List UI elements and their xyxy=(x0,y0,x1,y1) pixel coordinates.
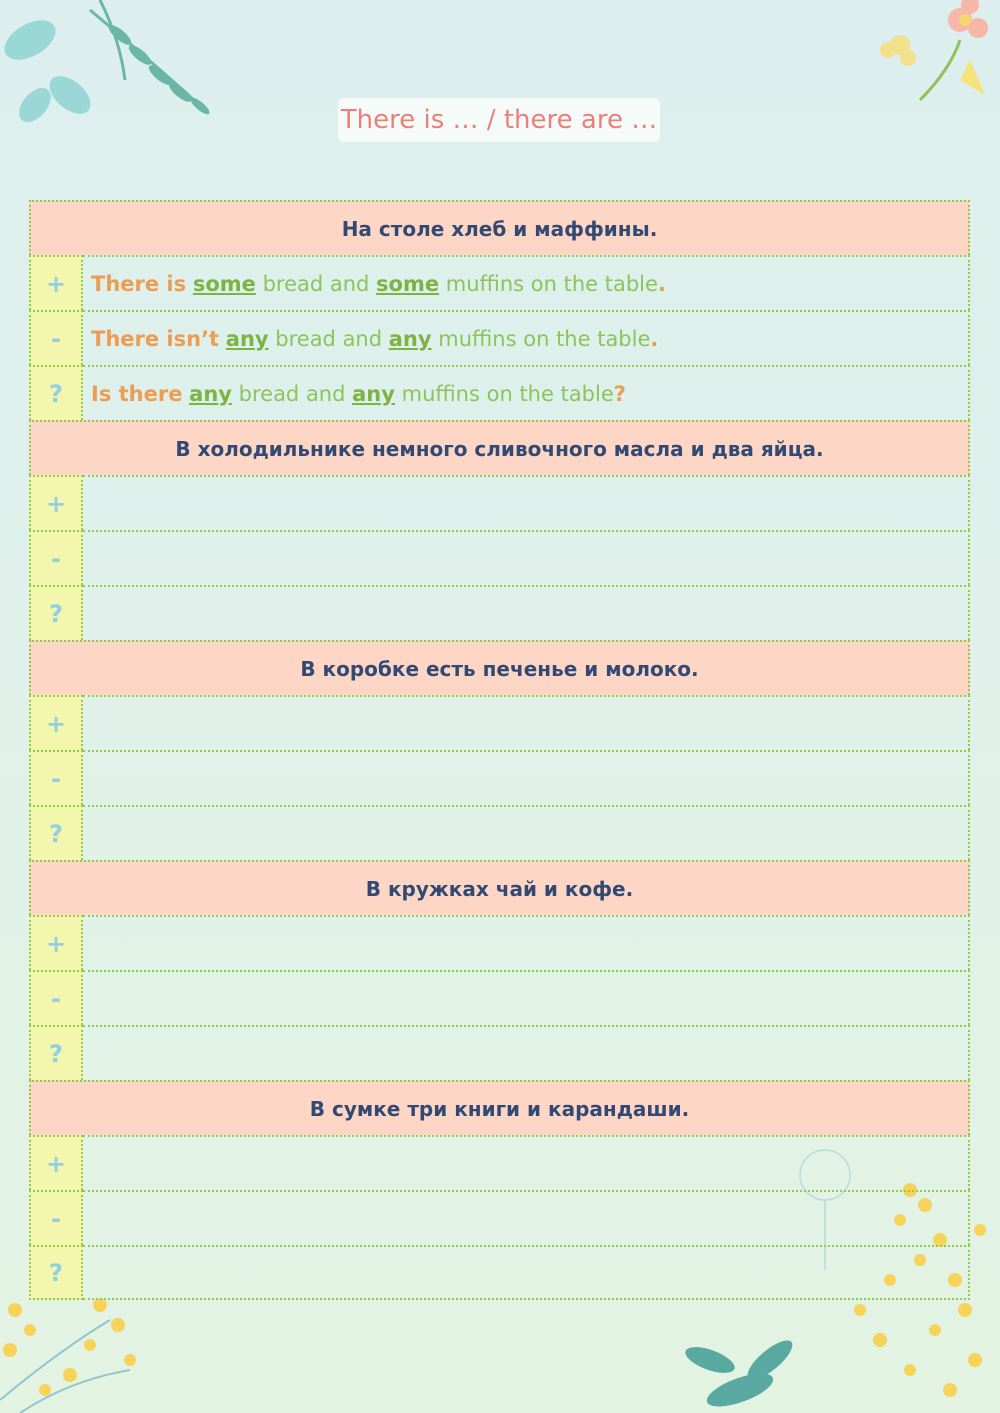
plus-symbol: + xyxy=(29,695,83,750)
mimosa-bottom-left-decoration xyxy=(0,1290,220,1413)
task-header: В кружках чай и кофе. xyxy=(29,860,970,915)
question-symbol: ? xyxy=(29,805,83,860)
example-row-affirmative xyxy=(29,255,970,310)
question-symbol: ? xyxy=(29,1025,83,1080)
answer-row-question xyxy=(29,805,970,860)
minus-symbol: - xyxy=(29,1190,83,1245)
answer-line[interactable] xyxy=(83,915,970,970)
answer-line[interactable] xyxy=(83,530,970,585)
answer-row-negative xyxy=(29,750,970,805)
answer-line[interactable] xyxy=(83,1025,970,1080)
answer-line[interactable] xyxy=(83,695,970,750)
answer-line[interactable] xyxy=(83,1245,970,1300)
minus-symbol: - xyxy=(29,750,83,805)
answer-line[interactable] xyxy=(83,970,970,1025)
answer-line[interactable] xyxy=(83,1190,970,1245)
plus-symbol: + xyxy=(29,475,83,530)
answer-row-question xyxy=(29,1245,970,1300)
example-sentence-question: Is there any bread and any muffins on the table ? xyxy=(83,365,970,420)
question-symbol: ? xyxy=(29,365,83,420)
plus-symbol: + xyxy=(29,915,83,970)
minus-symbol: - xyxy=(29,530,83,585)
answer-row-question xyxy=(29,1025,970,1080)
task-header: В холодильнике немного сливочного масла и два яйца. xyxy=(29,420,970,475)
answer-line[interactable] xyxy=(83,585,970,640)
question-symbol: ? xyxy=(29,585,83,640)
answer-line[interactable] xyxy=(83,475,970,530)
answer-row-negative xyxy=(29,1190,970,1245)
answer-line[interactable] xyxy=(83,1135,970,1190)
example-sentence-negative: There isn’t any bread and any muffins on the table . xyxy=(83,310,970,365)
minus-symbol: - xyxy=(29,310,83,365)
question-symbol: ? xyxy=(29,1245,83,1300)
task-header: В коробке есть печенье и молоко. xyxy=(29,640,970,695)
answer-row-affirmative xyxy=(29,695,970,750)
answer-row-affirmative xyxy=(29,1135,970,1190)
answer-row-affirmative xyxy=(29,475,970,530)
minus-symbol: - xyxy=(29,970,83,1025)
answer-row-affirmative xyxy=(29,915,970,970)
task-header: В сумке три книги и карандаши. xyxy=(29,1080,970,1135)
flower-top-right-decoration xyxy=(860,0,1000,120)
example-sentence-affirmative: There is some bread and some muffins on the table . xyxy=(83,255,970,310)
answer-row-negative xyxy=(29,970,970,1025)
answer-line[interactable] xyxy=(83,805,970,860)
example-row-question xyxy=(29,365,970,420)
example-header: На столе хлеб и маффины. xyxy=(29,200,970,255)
answer-row-negative xyxy=(29,530,970,585)
leaf-branch-top-left-decoration xyxy=(0,0,240,160)
worksheet-title: There is … / there are … xyxy=(338,98,660,142)
plus-symbol: + xyxy=(29,1135,83,1190)
example-row-negative xyxy=(29,310,970,365)
answer-row-question xyxy=(29,585,970,640)
plus-symbol: + xyxy=(29,255,83,310)
answer-line[interactable] xyxy=(83,750,970,805)
worksheet-table xyxy=(29,200,970,1300)
